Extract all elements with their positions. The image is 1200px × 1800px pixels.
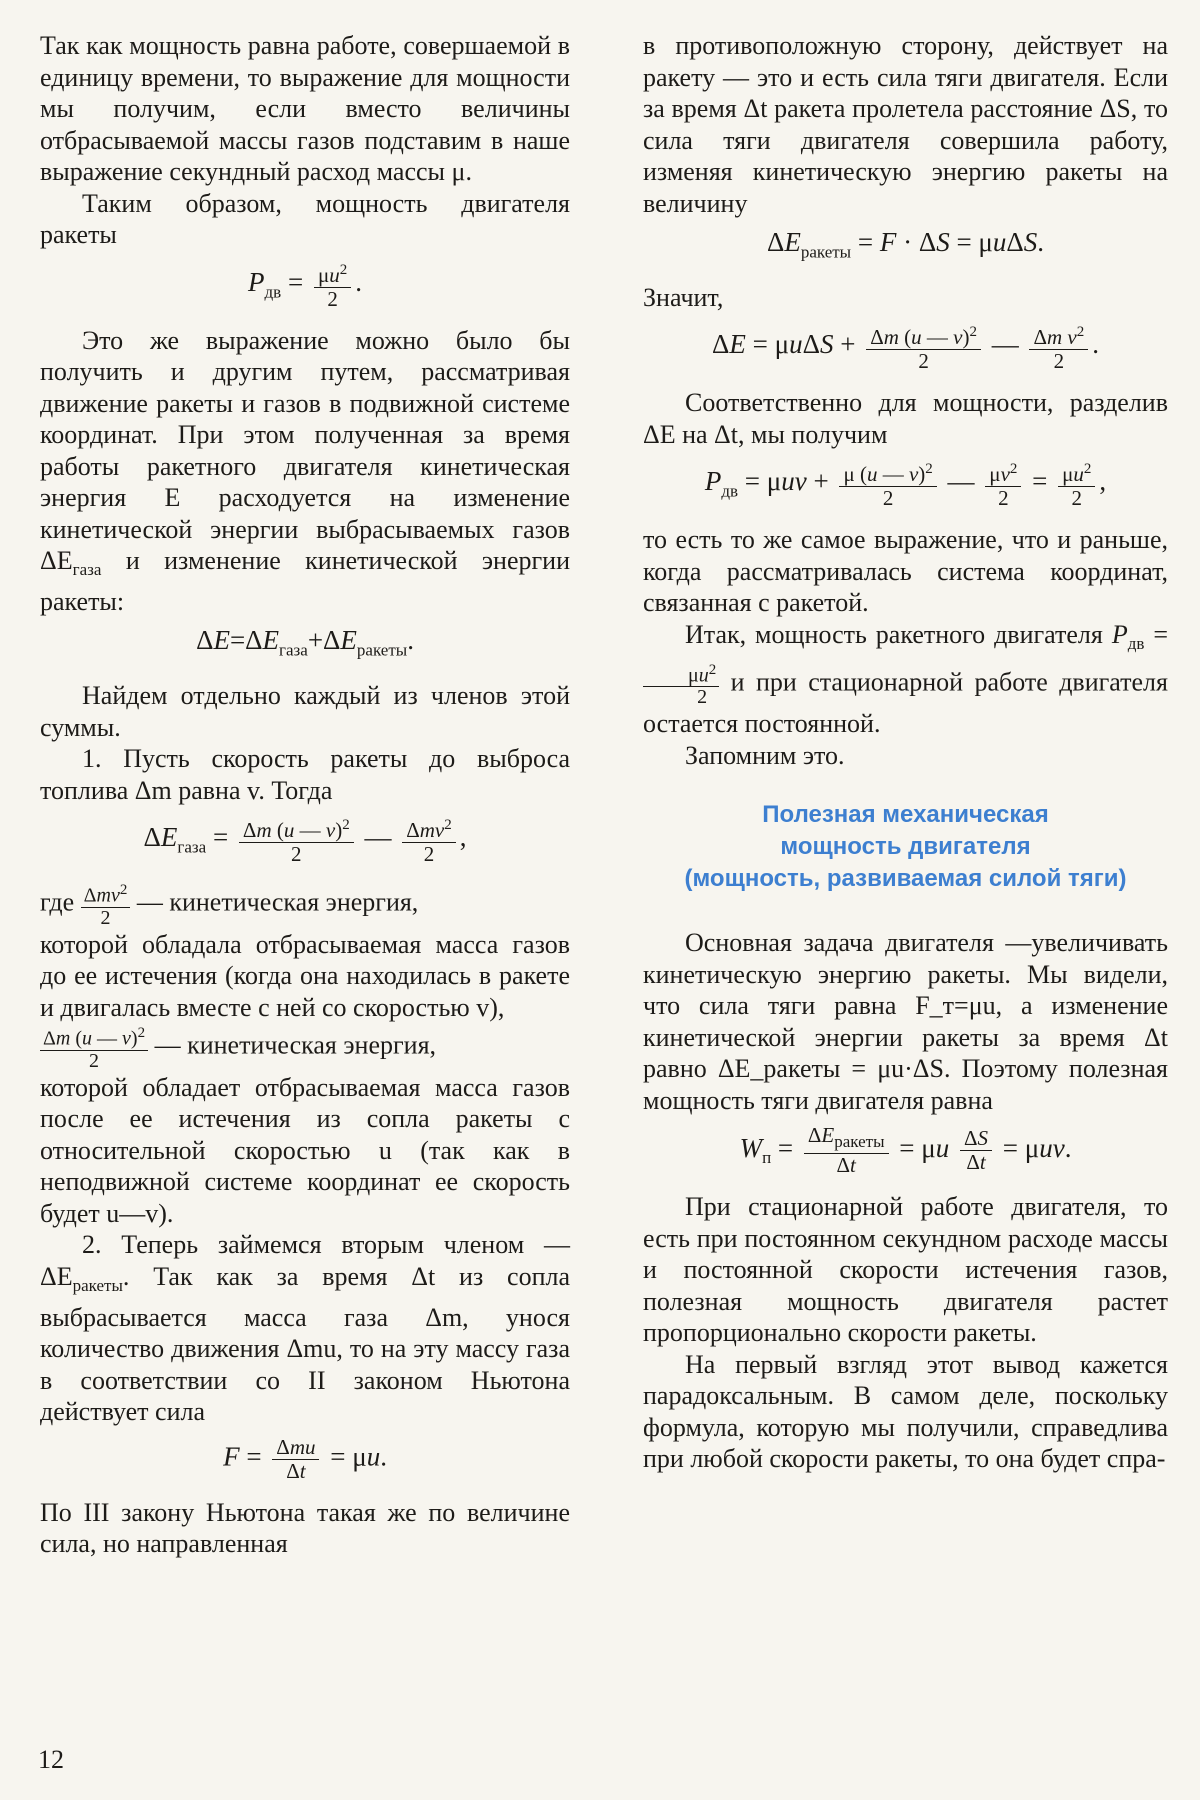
paragraph: Основная задача двигателя —увеличивать кинетическую энергию ракеты. Мы видели, что сила тяги равна F_т=μu, а изменение кинетической энергии ракеты за время Δt равно ΔE_ракеты = μu·ΔS. Поэтому полезная мощность тяги двигателя равна [643, 928, 1168, 1115]
paragraph: 1. Пусть скорость ракеты до выброса топлива Δm равна v. Тогда [40, 744, 570, 805]
paragraph: Запомним это. [685, 740, 845, 770]
formula-power-derivation: $P_{дв} = \mu uv$ + $\frac{\mu (u — v)^2}{2}$ — $\frac{\mu v^2}{2}$ = $\frac{\mu u^2}{2}$ , [643, 458, 1168, 510]
paragraph: Так как мощность равна работе, совершаемой в единицу времени, то выражение для мощности мы получим, если вместо величины отбрасываемой массы газов подставим в наше выражение секундный расход массы μ. [40, 31, 570, 186]
paragraph: где $\frac{\Delta mv^2}{2}$ — кинетическая энергия, [40, 882, 419, 929]
paragraph: Таким образом, мощность двигателя ракеты [40, 188, 570, 249]
formula-total-energy: ΔE = μuΔS + $\frac{\Delta m (u — v)^2}{2}$ — $\frac{\Delta m v^2}{2}$ . [643, 321, 1168, 373]
paragraph: При стационарной работе двигателя, то есть при постоянном секундном расходе массы и постоянной скорости истечения газов, полезная мощность двигателя растет пропорционально скорости ракеты. [643, 1192, 1168, 1348]
paragraph: Найдем отдельно каждый из членов этой суммы. [40, 681, 570, 742]
formula-gas-energy: $\Delta E_{газа}$ = $\frac{\Delta m (u — v)^2}{2}$ — $\frac{\Delta mv^2}{2}$ , [40, 814, 570, 866]
formula-rocket-energy: $\Delta E_{ракеты} = F \cdot \Delta S = \mu u\Delta S$. [766, 227, 1045, 262]
left-column [40, 30, 570, 1560]
paragraph: 2. Теперь займемся вторым членом — $\Delta E_{ракеты}$. Так как за время Δt из сопла выбрасывается масса газа Δm, унося количество движения Δmu, то на эту массу газа в соответствии со II законом Ньютона действует сила [40, 1230, 570, 1427]
page-number: 12 [38, 1745, 64, 1774]
paragraph: которой обладает отбрасываемая масса газов после ее истечения из сопла ракеты с относительной скоростью u (так как в неподвижной системе координат ее скорость будет u—v). [40, 1072, 570, 1228]
paragraph: $\frac{\Delta m (u — v)^2}{2}$ — кинетическая энергия, [40, 1023, 570, 1072]
paragraph: Значит, [643, 282, 724, 312]
section-heading: Полезная механическая мощность двигателя (мощность, развиваемая силой тяги) [684, 801, 1127, 893]
formula-energy-sum: $\Delta E=\Delta E_{газа}+\Delta E_{ракеты}$. [196, 625, 414, 660]
paragraph: Соответственно для мощности, разделив ΔE на Δt, мы получим [643, 388, 1168, 449]
paragraph: Итак, мощность ракетного двигателя $P_{дв}$ = $\frac{\mu u^2}{2}$ и при стационарной работе двигателя остается постоянной. [643, 619, 1168, 739]
paragraph: На первый взгляд этот вывод кажется парадоксальным. В самом деле, поскольку формула, которую мы получили, справедлива при любой скорости ракеты, то она будет спра- [643, 1349, 1168, 1474]
formula-power: $P_{дв}$ = $\frac{\mu u^2}{2}$ . [40, 259, 570, 311]
paragraph: то есть то же самое выражение, что и раньше, когда рассматривалась система координат, связанная с ракетой. [643, 525, 1168, 618]
paragraph: Это же выражение можно было бы получить и другим путем, рассматривая движение ракеты и газов в подвижной системе координат. При этом полученная за время работы ракетного двигателя кинетическая энергия E расходуется на изменение кинетической энергии выбрасываемых газов $\Delta E_{газа}$ и изменение кинетической энергии ракеты: [40, 325, 570, 616]
formula-useful-power: $W_п$ = $\frac{\Delta E_{ракеты}}{\Delta t}$ = μu $\frac{\Delta S}{\Delta t}$ = μuv. [739, 1123, 1072, 1178]
paragraph: По III закону Ньютона такая же по величине сила, но направленная [40, 1497, 570, 1559]
paragraph: которой обладала отбрасываемая масса газов до ее истечения (когда она находилась в ракете и двигалась вместе с ней со скоростью v), [40, 929, 570, 1022]
paragraph: в противоположную сторону, действует на ракету — это и есть сила тяги двигателя. Если за время Δt ракета пролетела расстояние ΔS, то сила тяги двигателя совершила работу, изменяя кинетическую энергию ракеты на величину [643, 31, 1168, 218]
formula-force: F = $\frac{\text{Δmu}}{\Delta t}$ = μu. [223, 1434, 387, 1483]
right-column [643, 30, 1168, 1475]
